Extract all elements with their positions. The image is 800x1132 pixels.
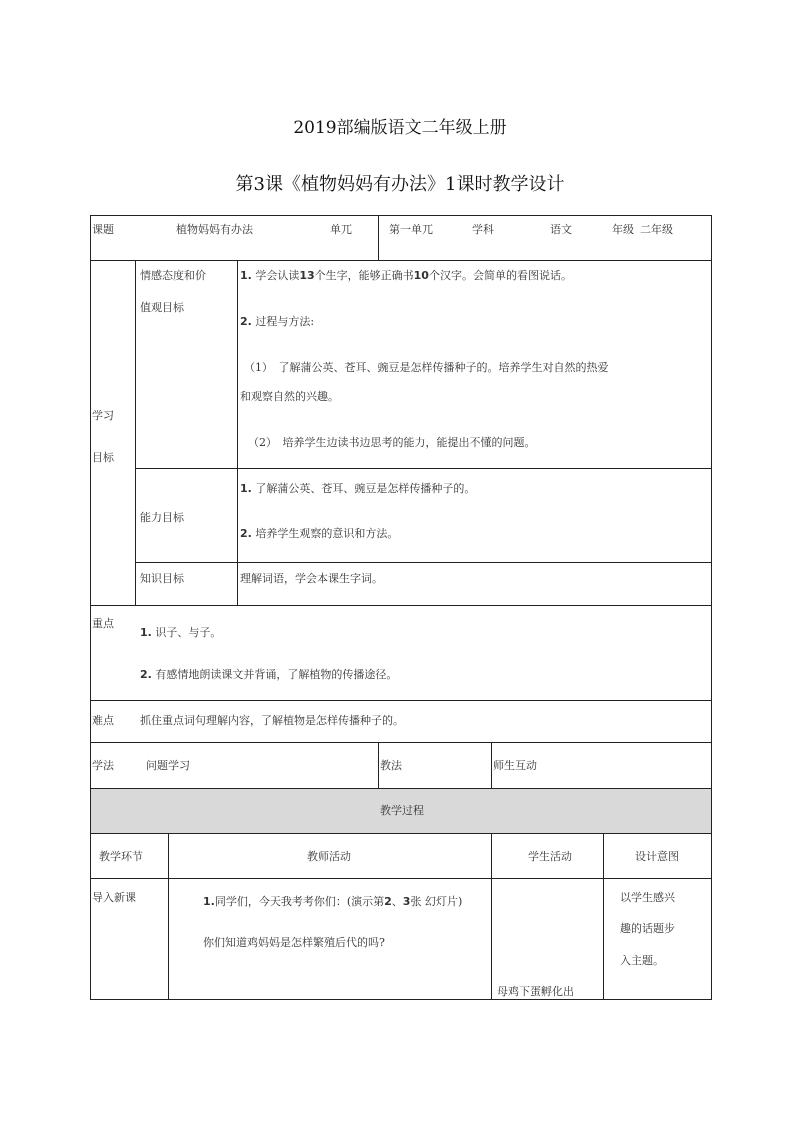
ability-label: 能力目标	[140, 511, 184, 524]
intent-line-3: 入主题。	[620, 954, 664, 967]
item-text: 张 幻灯片)	[410, 895, 463, 908]
emotion-item-1	[240, 269, 572, 283]
column-header-student: 学生活动	[528, 850, 572, 863]
grade-label: 年级	[612, 223, 634, 236]
grade-value: 二年级	[640, 223, 673, 236]
col-divider	[135, 260, 136, 606]
column-header-stage: 教学环节	[99, 850, 143, 863]
unit-label: 单兀	[330, 223, 352, 236]
ability-item-2	[240, 527, 398, 541]
item-text: 学会认读	[255, 269, 300, 282]
teach-method-label: 教法	[380, 759, 402, 772]
slide-number: 2	[384, 895, 392, 908]
column-header-teacher: 教师活动	[307, 850, 351, 863]
count-value: 10	[413, 269, 429, 282]
key-point-1	[140, 626, 221, 640]
key-points-label: 重点	[92, 617, 114, 630]
study-method-label: 学法	[92, 759, 114, 772]
table-border-top	[90, 215, 711, 216]
item-number: 1.	[203, 895, 215, 908]
col-divider	[168, 833, 169, 1000]
item-number: 1.	[240, 269, 252, 282]
emotion-item-2	[240, 315, 314, 329]
emotion-sub1-line1: （1） 了解蒲公英、苍耳、豌豆是怎样传播种子的。培养学生对自然的热爱	[244, 361, 609, 374]
knowledge-text: 理解词语，学会本课生字词。	[240, 572, 383, 585]
col-divider	[491, 833, 492, 1000]
student-activity: 母鸡下蛋孵化出	[497, 985, 574, 998]
emotion-sub2: （2） 培养学生边读书边思考的能力，能提出不懂的问题。	[248, 436, 536, 449]
goals-label-line2: 目标	[92, 451, 114, 464]
col-divider	[603, 833, 604, 1000]
item-number: 1.	[140, 626, 152, 639]
row-divider	[135, 468, 238, 469]
table-border-right	[711, 215, 712, 1000]
col-divider	[378, 742, 379, 789]
intent-line-2: 趣的话题步	[620, 922, 675, 935]
document-title: 2019部编版语文二年级上册	[293, 118, 507, 138]
process-header: 教学过程	[380, 804, 424, 817]
item-text: 过程与方法:	[255, 315, 315, 328]
col-divider	[491, 742, 492, 789]
item-text: 培养学生观察的意识和方法。	[255, 527, 399, 540]
stage-cell: 导入新课	[92, 891, 136, 904]
emotion-label-line2: 值观目标	[140, 301, 184, 314]
emotion-label-line1: 情感态度和价	[140, 269, 206, 282]
item-number: 2.	[240, 527, 252, 540]
item-text: 、	[391, 895, 403, 908]
item-text: 个汉字。会简单的看图说话。	[428, 269, 572, 282]
document-subtitle: 第3课《植物妈妈有办法》1课时教学设计	[235, 174, 565, 195]
row-divider	[90, 788, 711, 789]
row-divider	[135, 562, 711, 563]
col-divider	[378, 215, 379, 261]
item-number: 1.	[240, 482, 252, 495]
row-divider	[90, 833, 711, 834]
topic-label: 课题	[92, 223, 114, 236]
difficulty-label: 难点	[92, 714, 114, 727]
row-divider	[90, 700, 711, 701]
item-number: 2.	[240, 315, 252, 328]
study-method-value: 问题学习	[146, 759, 190, 772]
subject-value: 语文	[550, 223, 572, 236]
table-border-bottom	[90, 999, 711, 1000]
row-divider	[90, 260, 711, 261]
teacher-line-2: 你们知道鸡妈妈是怎样繁殖后代的吗?	[203, 936, 385, 949]
item-text: 有感情地朗读课文并背诵，了解植物的传播途径。	[155, 668, 398, 681]
row-divider	[90, 605, 711, 606]
knowledge-label: 知识目标	[140, 572, 184, 585]
difficulty-text: 抓住重点词句理解内容，了解植物是怎样传播种子的。	[140, 714, 404, 727]
teacher-line-1	[203, 895, 462, 909]
item-text: 个生字，能够正确书	[314, 269, 414, 282]
unit-value: 第一单兀	[389, 223, 433, 236]
topic-value: 植物妈妈有办法	[176, 223, 253, 236]
row-divider	[90, 878, 711, 879]
item-text: 识子、与子。	[155, 626, 222, 639]
row-divider	[237, 468, 711, 469]
table-border-left	[90, 215, 91, 1000]
col-divider	[237, 260, 238, 606]
count-value: 13	[299, 269, 315, 282]
goals-label-line1: 学习	[92, 409, 114, 422]
subject-label: 学科	[472, 223, 494, 236]
row-divider	[90, 742, 711, 743]
key-point-2	[140, 668, 397, 682]
teach-method-value: 师生互动	[493, 759, 537, 772]
item-text: 同学们，今天我考考你们：(演示第	[214, 895, 385, 908]
ability-item-1	[240, 482, 475, 496]
emotion-sub1-line2: 和观察自然的兴趣。	[240, 390, 339, 403]
column-header-intent: 设计意图	[635, 850, 679, 863]
item-number: 2.	[140, 668, 152, 681]
intent-line-1: 以学生感兴	[620, 891, 675, 904]
slide-number: 3	[402, 895, 411, 908]
item-text: 了解蒲公英、苍耳、豌豆是怎样传播种子的。	[255, 482, 476, 495]
